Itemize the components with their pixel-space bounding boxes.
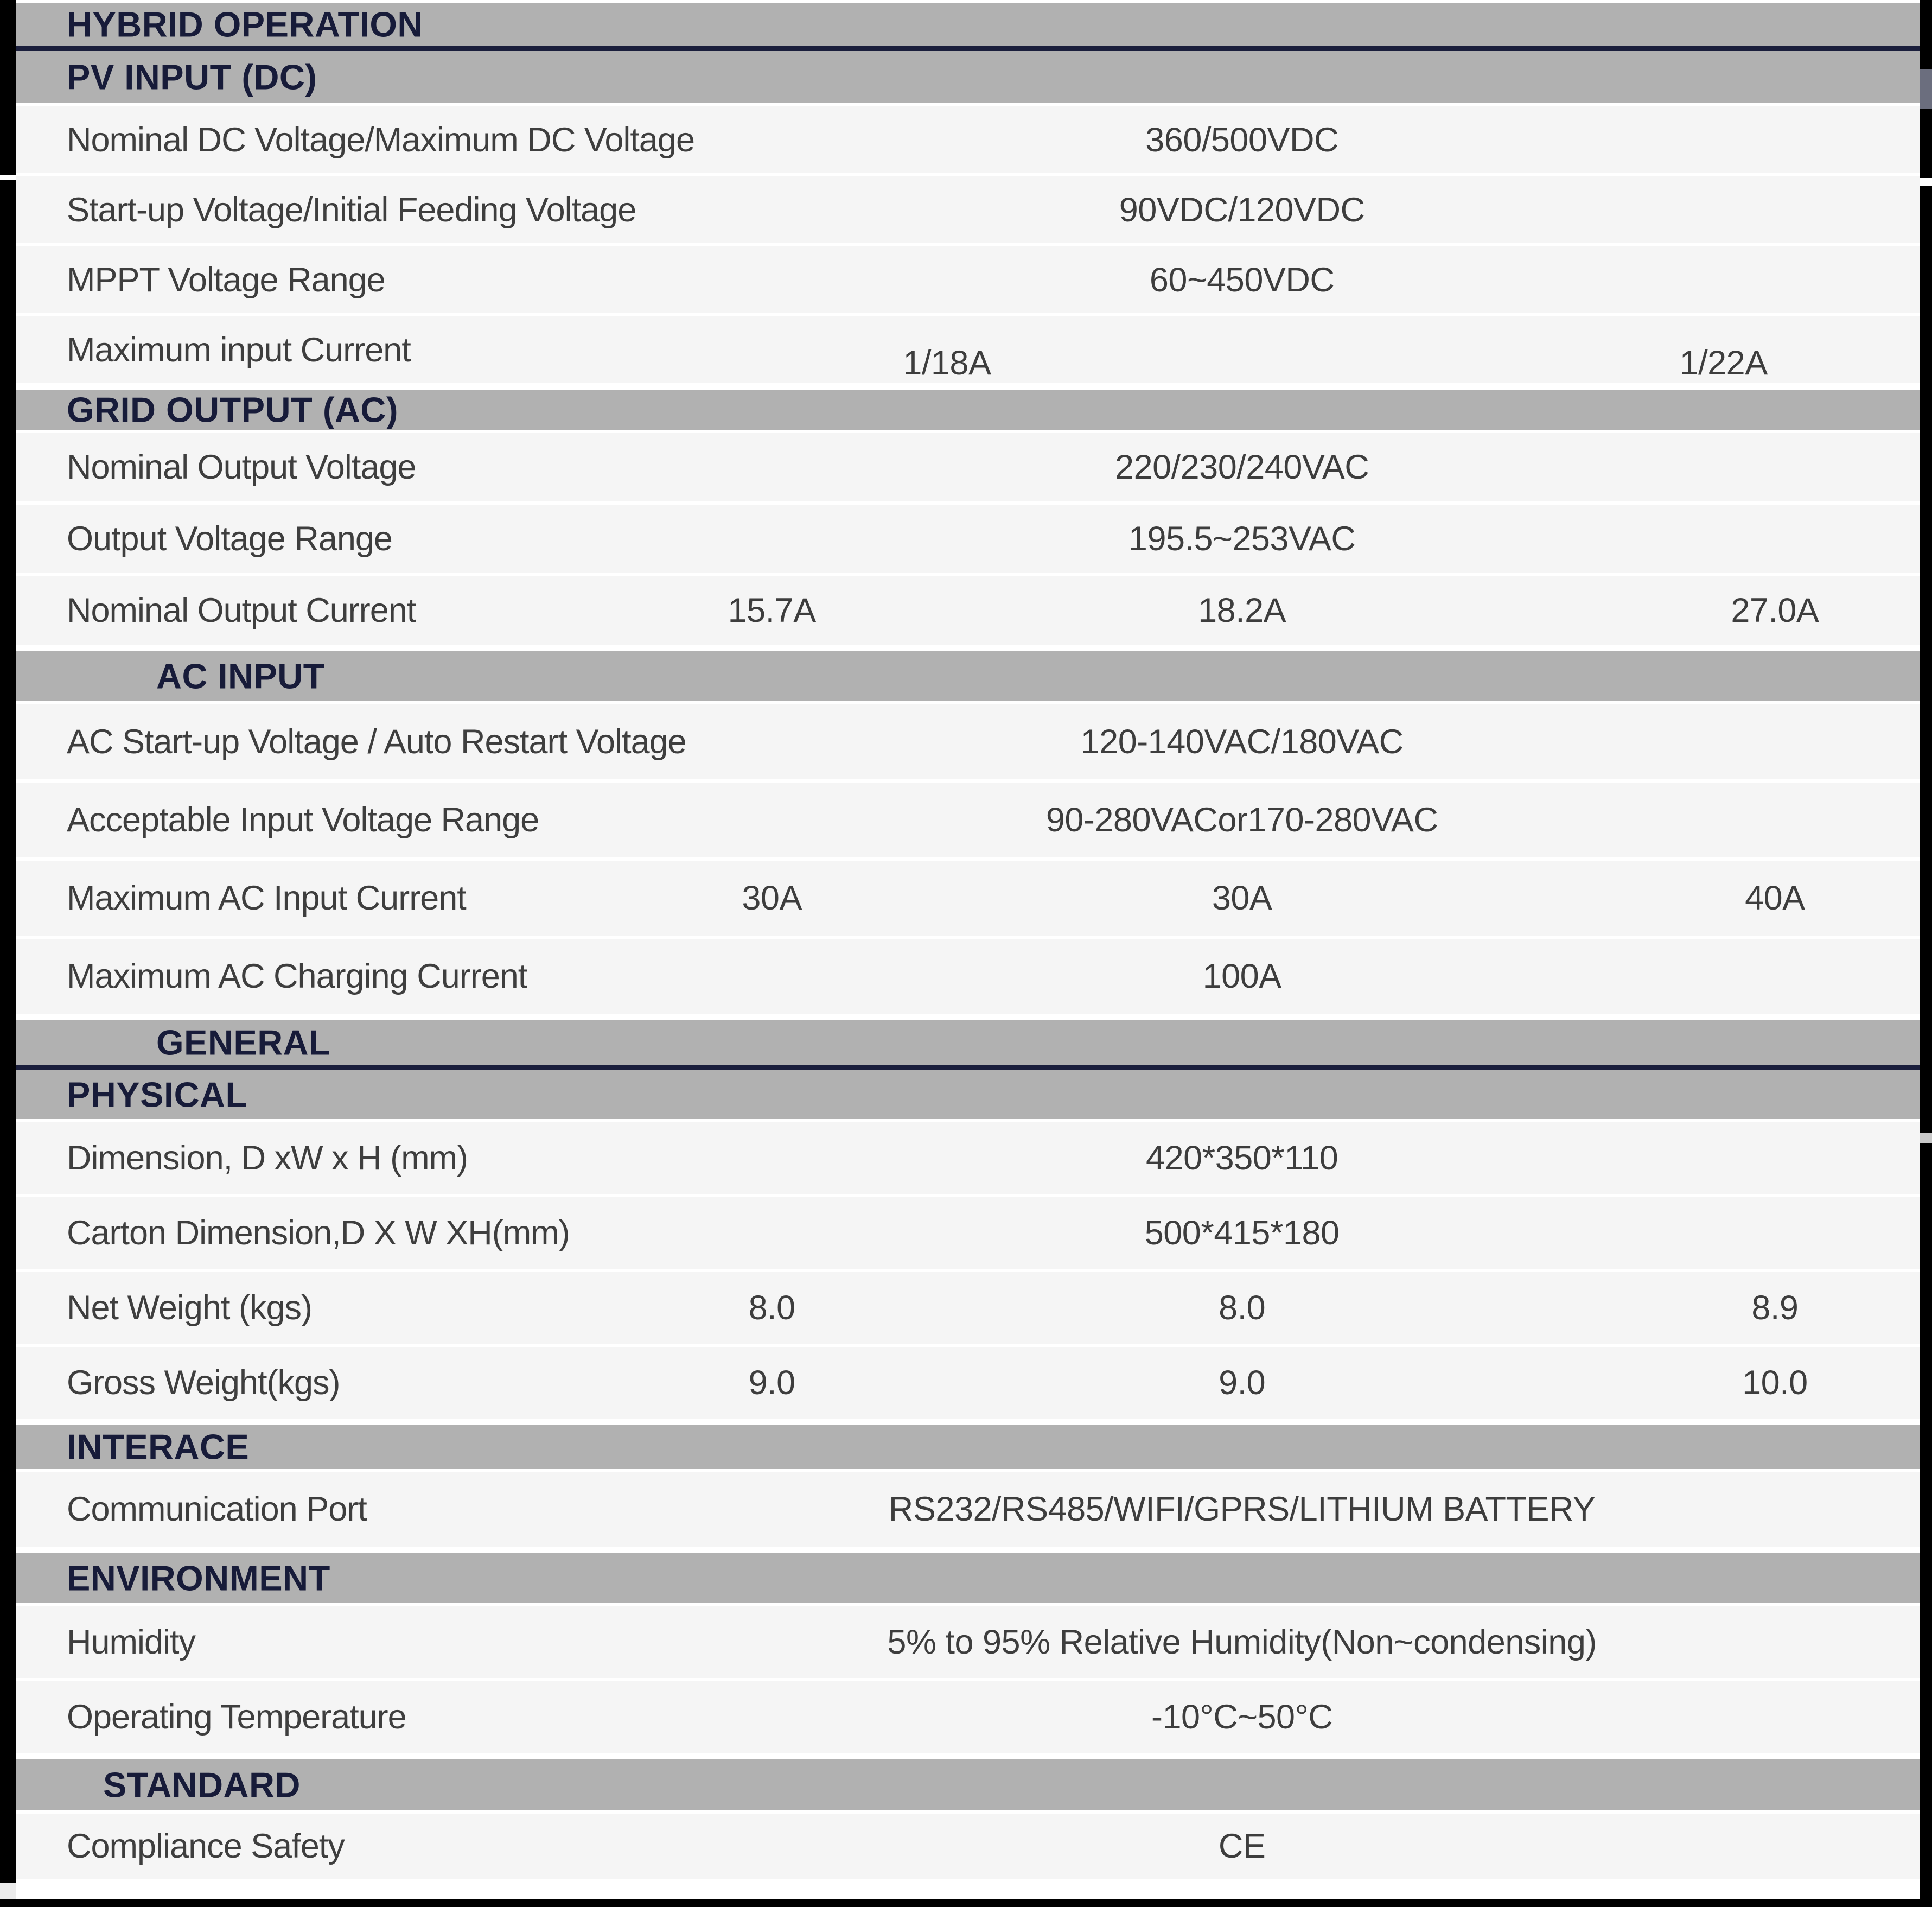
spec-row-value: 90-280VACor170-280VAC bbox=[1045, 801, 1438, 839]
section-header-standard bbox=[16, 1756, 1920, 1814]
scan-edge-right bbox=[1920, 0, 1932, 1907]
spec-row bbox=[16, 106, 1920, 176]
spec-row-value: 120-140VAC/180VAC bbox=[1080, 723, 1404, 761]
section-header-interace bbox=[16, 1422, 1920, 1472]
spec-row-value: 100A bbox=[1202, 957, 1281, 995]
spec-row-label: Nominal DC Voltage/Maximum DC Voltage bbox=[67, 120, 694, 159]
section-header-label: AC INPUT bbox=[156, 656, 325, 696]
spec-row bbox=[16, 1814, 1920, 1882]
spec-row-label: Maximum input Current bbox=[67, 330, 411, 369]
spec-row bbox=[16, 783, 1920, 861]
section-header-general bbox=[16, 1017, 1920, 1065]
spec-row-label: Net Weight (kgs) bbox=[67, 1289, 312, 1327]
spec-row-value: 500*415*180 bbox=[1144, 1214, 1340, 1252]
section-header-hybrid-operation bbox=[16, 0, 1920, 46]
spec-row-label: Nominal Output Voltage bbox=[67, 448, 416, 486]
spec-row bbox=[16, 1272, 1920, 1347]
spec-row bbox=[16, 1122, 1920, 1197]
spec-row-value: 60~450VDC bbox=[1149, 260, 1335, 299]
spec-row bbox=[16, 316, 1920, 386]
section-header-label: PV INPUT (DC) bbox=[67, 57, 317, 97]
spec-row-value: 18.2A bbox=[1198, 592, 1286, 630]
spec-row-value: 8.0 bbox=[1219, 1289, 1266, 1327]
section-header-label: GENERAL bbox=[156, 1022, 331, 1063]
scan-edge-left-foot bbox=[0, 1883, 16, 1899]
section-header-pv-input-dc bbox=[16, 51, 1920, 106]
spec-row-value: 5% to 95% Relative Humidity(Non~condensing) bbox=[887, 1623, 1597, 1661]
spec-row-label: Start-up Voltage/Initial Feeding Voltage bbox=[67, 190, 636, 229]
spec-row bbox=[16, 1606, 1920, 1681]
spec-row bbox=[16, 176, 1920, 246]
section-header-environment bbox=[16, 1550, 1920, 1606]
spec-row-value: 15.7A bbox=[728, 592, 816, 630]
section-header-label: STANDARD bbox=[103, 1765, 301, 1805]
spec-row-label: Acceptable Input Voltage Range bbox=[67, 801, 539, 839]
spec-row-label: Maximum AC Charging Current bbox=[67, 957, 527, 995]
spec-row-value: 90VDC/120VDC bbox=[1119, 190, 1365, 229]
spec-row-value: 30A bbox=[742, 879, 802, 917]
scan-seam-right bbox=[1920, 178, 1932, 186]
spec-row bbox=[16, 246, 1920, 316]
spec-row-value: 1/22A bbox=[1679, 344, 1768, 383]
spec-row-label: Compliance Safety bbox=[67, 1827, 345, 1865]
spec-row bbox=[16, 576, 1920, 648]
spec-row-value: 30A bbox=[1212, 879, 1272, 917]
section-header-label: HYBRID OPERATION bbox=[67, 4, 423, 45]
section-divider-line bbox=[16, 46, 1920, 51]
spec-row bbox=[16, 433, 1920, 505]
spec-row-value: 195.5~253VAC bbox=[1128, 520, 1356, 558]
spec-row bbox=[16, 1472, 1920, 1550]
spec-row-value: 9.0 bbox=[1219, 1364, 1266, 1402]
scan-seam-left bbox=[0, 175, 16, 180]
spec-row-value: 420*350*110 bbox=[1146, 1139, 1338, 1177]
spec-row-value: 1/18A bbox=[903, 344, 991, 383]
section-header-label: ENVIRONMENT bbox=[67, 1558, 330, 1598]
spec-row-value: 8.0 bbox=[748, 1289, 795, 1327]
spec-row-value: CE bbox=[1218, 1827, 1266, 1865]
section-divider-line bbox=[16, 1065, 1920, 1070]
spec-row-label: Gross Weight(kgs) bbox=[67, 1364, 340, 1402]
spec-row-value: 360/500VDC bbox=[1145, 120, 1339, 159]
spec-row-value: 40A bbox=[1745, 879, 1805, 917]
section-header-label: INTERACE bbox=[67, 1427, 250, 1467]
spec-row-label: Dimension, D xW x H (mm) bbox=[67, 1139, 468, 1177]
section-header-label: GRID OUTPUT (AC) bbox=[67, 390, 398, 430]
spec-row bbox=[16, 1197, 1920, 1272]
spec-row-value: RS232/RS485/WIFI/GPRS/LITHIUM BATTERY bbox=[888, 1490, 1596, 1528]
scan-edge-bottom bbox=[0, 1899, 1932, 1907]
section-header-physical bbox=[16, 1070, 1920, 1122]
scan-edge-right-tint bbox=[1920, 69, 1932, 109]
spec-row-label: Operating Temperature bbox=[67, 1698, 406, 1736]
spec-row-label: Communication Port bbox=[67, 1490, 367, 1528]
spec-row bbox=[16, 939, 1920, 1017]
spec-row bbox=[16, 1681, 1920, 1756]
spec-table bbox=[16, 0, 1920, 1882]
spec-row-value: -10°C~50°C bbox=[1151, 1698, 1333, 1736]
spec-row-value: 10.0 bbox=[1742, 1364, 1808, 1402]
section-header-ac-input bbox=[16, 648, 1920, 704]
section-header-grid-output-ac bbox=[16, 386, 1920, 433]
spec-row-label: AC Start-up Voltage / Auto Restart Voltage bbox=[67, 723, 686, 761]
spec-row-label: Maximum AC Input Current bbox=[67, 879, 466, 917]
scan-edge-left bbox=[0, 0, 16, 1883]
spec-row bbox=[16, 861, 1920, 939]
spec-row-value: 8.9 bbox=[1751, 1289, 1799, 1327]
spec-row-label: MPPT Voltage Range bbox=[67, 260, 385, 299]
spec-row-value: 9.0 bbox=[748, 1364, 795, 1402]
spec-row-value: 220/230/240VAC bbox=[1115, 448, 1369, 486]
spec-row-label: Carton Dimension,D X W XH(mm) bbox=[67, 1214, 570, 1252]
scan-seam-right-lower bbox=[1920, 1133, 1932, 1143]
section-header-label: PHYSICAL bbox=[67, 1075, 247, 1115]
spec-row-label: Nominal Output Current bbox=[67, 592, 416, 630]
spec-row bbox=[16, 1347, 1920, 1422]
spec-row-value: 27.0A bbox=[1731, 592, 1819, 630]
spec-row-label: Output Voltage Range bbox=[67, 520, 392, 558]
spec-row bbox=[16, 704, 1920, 783]
spec-row bbox=[16, 505, 1920, 576]
spec-row-label: Humidity bbox=[67, 1623, 196, 1661]
